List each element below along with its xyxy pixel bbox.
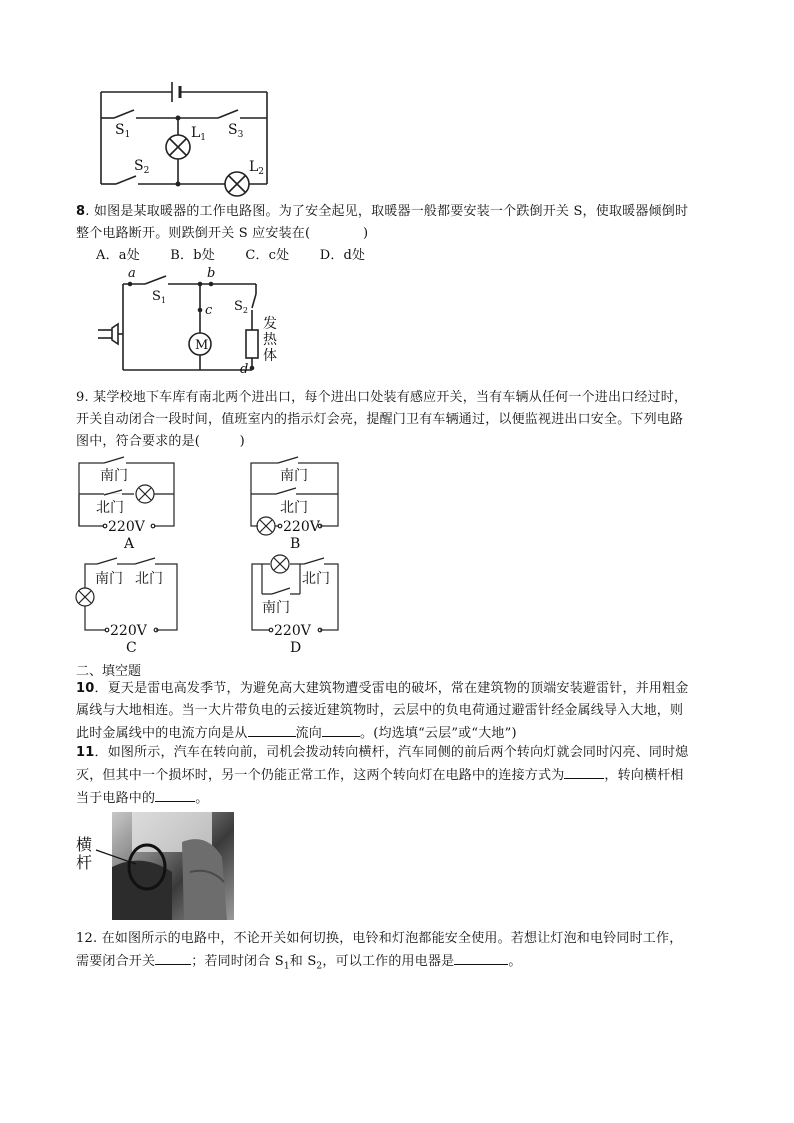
diagram-c: [76, 558, 177, 656]
answer-blank[interactable]: [564, 764, 604, 779]
svg-text:L1: $L_1$: [191, 125, 207, 143]
svg-text:S1: $S_1$: [115, 122, 131, 140]
svg-text:D: D: [290, 640, 302, 656]
question-10: 10．夏天是雷电高发季节，为避免高大建筑物遭受雷电的破坏，常在建筑物的顶端安装避雷针，并用粗金 属线与大地相连。当一大片带负电的云接近建筑物时，云层中的负电荷通过避雷针经金属线导入大地，则 此时金属线中的电流方向是从 流向 。(均选填“云层”或“大地”): [76, 681, 689, 741]
svg-text:南门: 南门: [100, 468, 128, 484]
diagram-a: [79, 457, 174, 552]
answer-blank[interactable]: [454, 950, 508, 965]
svg-text:L2: $L_2$: [249, 159, 265, 177]
switch-s3: [218, 110, 238, 118]
svg-text:体: 体: [263, 348, 277, 364]
svg-text:S3: $S_3$: [228, 122, 244, 140]
switch-s2: [116, 176, 136, 184]
q8-option-b: B．b处: [170, 248, 215, 263]
svg-text:发: 发: [263, 316, 277, 332]
question-9: 9. 某学校地下车库有南北两个进出口，每个进出口处装有感应开关，当有车辆从任何一个进出口经过时， 开关自动闭合一段时间，值班室内的指示灯会亮，提醒门卫有车辆通过，以便监视进出口安全。下列电路 图中，符合要求的是( ): [76, 390, 688, 449]
question-8: [76, 201, 756, 267]
section-heading: 二、填空题: [76, 664, 142, 679]
diagram-d: [252, 555, 338, 656]
answer-blank[interactable]: [322, 722, 360, 737]
svg-text:S2: $S_2$: [234, 299, 248, 315]
svg-text:北门: 北门: [302, 571, 330, 587]
svg-text:北门: 北门: [280, 500, 308, 516]
svg-text:A: A: [124, 536, 135, 552]
lever-pointer: [94, 846, 154, 876]
svg-text:220V: 220V: [274, 623, 311, 639]
circuit-fig-q9: [0, 450, 794, 660]
svg-text:热: 热: [263, 332, 277, 348]
svg-text:北门: 北门: [135, 571, 163, 587]
svg-text:b: b: [207, 266, 216, 281]
circuit-fig-q8: [0, 262, 794, 382]
question-12: 12. 在如图所示的电路中，不论开关如何切换，电铃和灯泡都能安全使用。若想让灯泡和电铃同时工作， 需要闭合开关 ；若同时闭合 $S_1$和 $S_2$，可以工作的用电器是 。: [76, 931, 683, 972]
answer-blank[interactable]: [155, 787, 195, 802]
svg-text:a: a: [128, 266, 136, 281]
svg-text:S2: $S_2$: [134, 158, 150, 176]
svg-text:B: B: [290, 536, 301, 552]
answer-blank[interactable]: [155, 950, 191, 965]
svg-text:220V: 220V: [283, 519, 320, 535]
q8-option-c: C．c处: [245, 248, 290, 263]
switch-s1: [114, 110, 134, 118]
svg-text:220V: 220V: [110, 623, 147, 639]
q8-option-a: A．a处: [96, 248, 140, 263]
lever-label: 横 杆: [76, 835, 93, 872]
lamp-l1: [166, 135, 190, 159]
switch-s2: [252, 294, 256, 308]
svg-text:220V: 220V: [108, 519, 145, 535]
answer-blank[interactable]: [248, 722, 296, 737]
q8-line1: 8. 如图是某取暖器的工作电路图。为了安全起见，取暖器一般都要安装一个跌倒开关 S，使取暖器倾倒时: [76, 204, 689, 219]
svg-text:南门: 南门: [262, 600, 290, 616]
svg-text:M: M: [195, 338, 209, 353]
diagram-b: [251, 457, 338, 552]
svg-text:南门: 南门: [95, 571, 123, 587]
heater-element: [246, 330, 258, 358]
plug-icon: [98, 324, 118, 344]
svg-text:北门: 北门: [96, 500, 124, 516]
svg-text:d: d: [240, 362, 249, 377]
svg-text:C: C: [126, 640, 137, 656]
svg-text:南门: 南门: [280, 468, 308, 484]
q8-option-d: D．d处: [319, 248, 366, 263]
q8-line2: 整个电路断开。则跌倒开关 S 应安装在( ): [76, 226, 369, 241]
lamp-l2: [225, 172, 249, 196]
question-11: 11．如图所示，汽车在转向前，司机会拨动转向横杆，汽车同侧的前后两个转向灯就会同时闪亮、同时熄 灭，但其中一个损坏时，另一个仍能正常工作，这两个转向灯在电路中的连接方式为 ，转向横杆相 当于电路中的 。: [76, 745, 689, 806]
circuit-fig-q7: [0, 0, 794, 200]
switch-s1: [145, 276, 166, 284]
svg-text:S1: $S_1$: [152, 289, 166, 305]
svg-text:c: c: [205, 303, 213, 318]
